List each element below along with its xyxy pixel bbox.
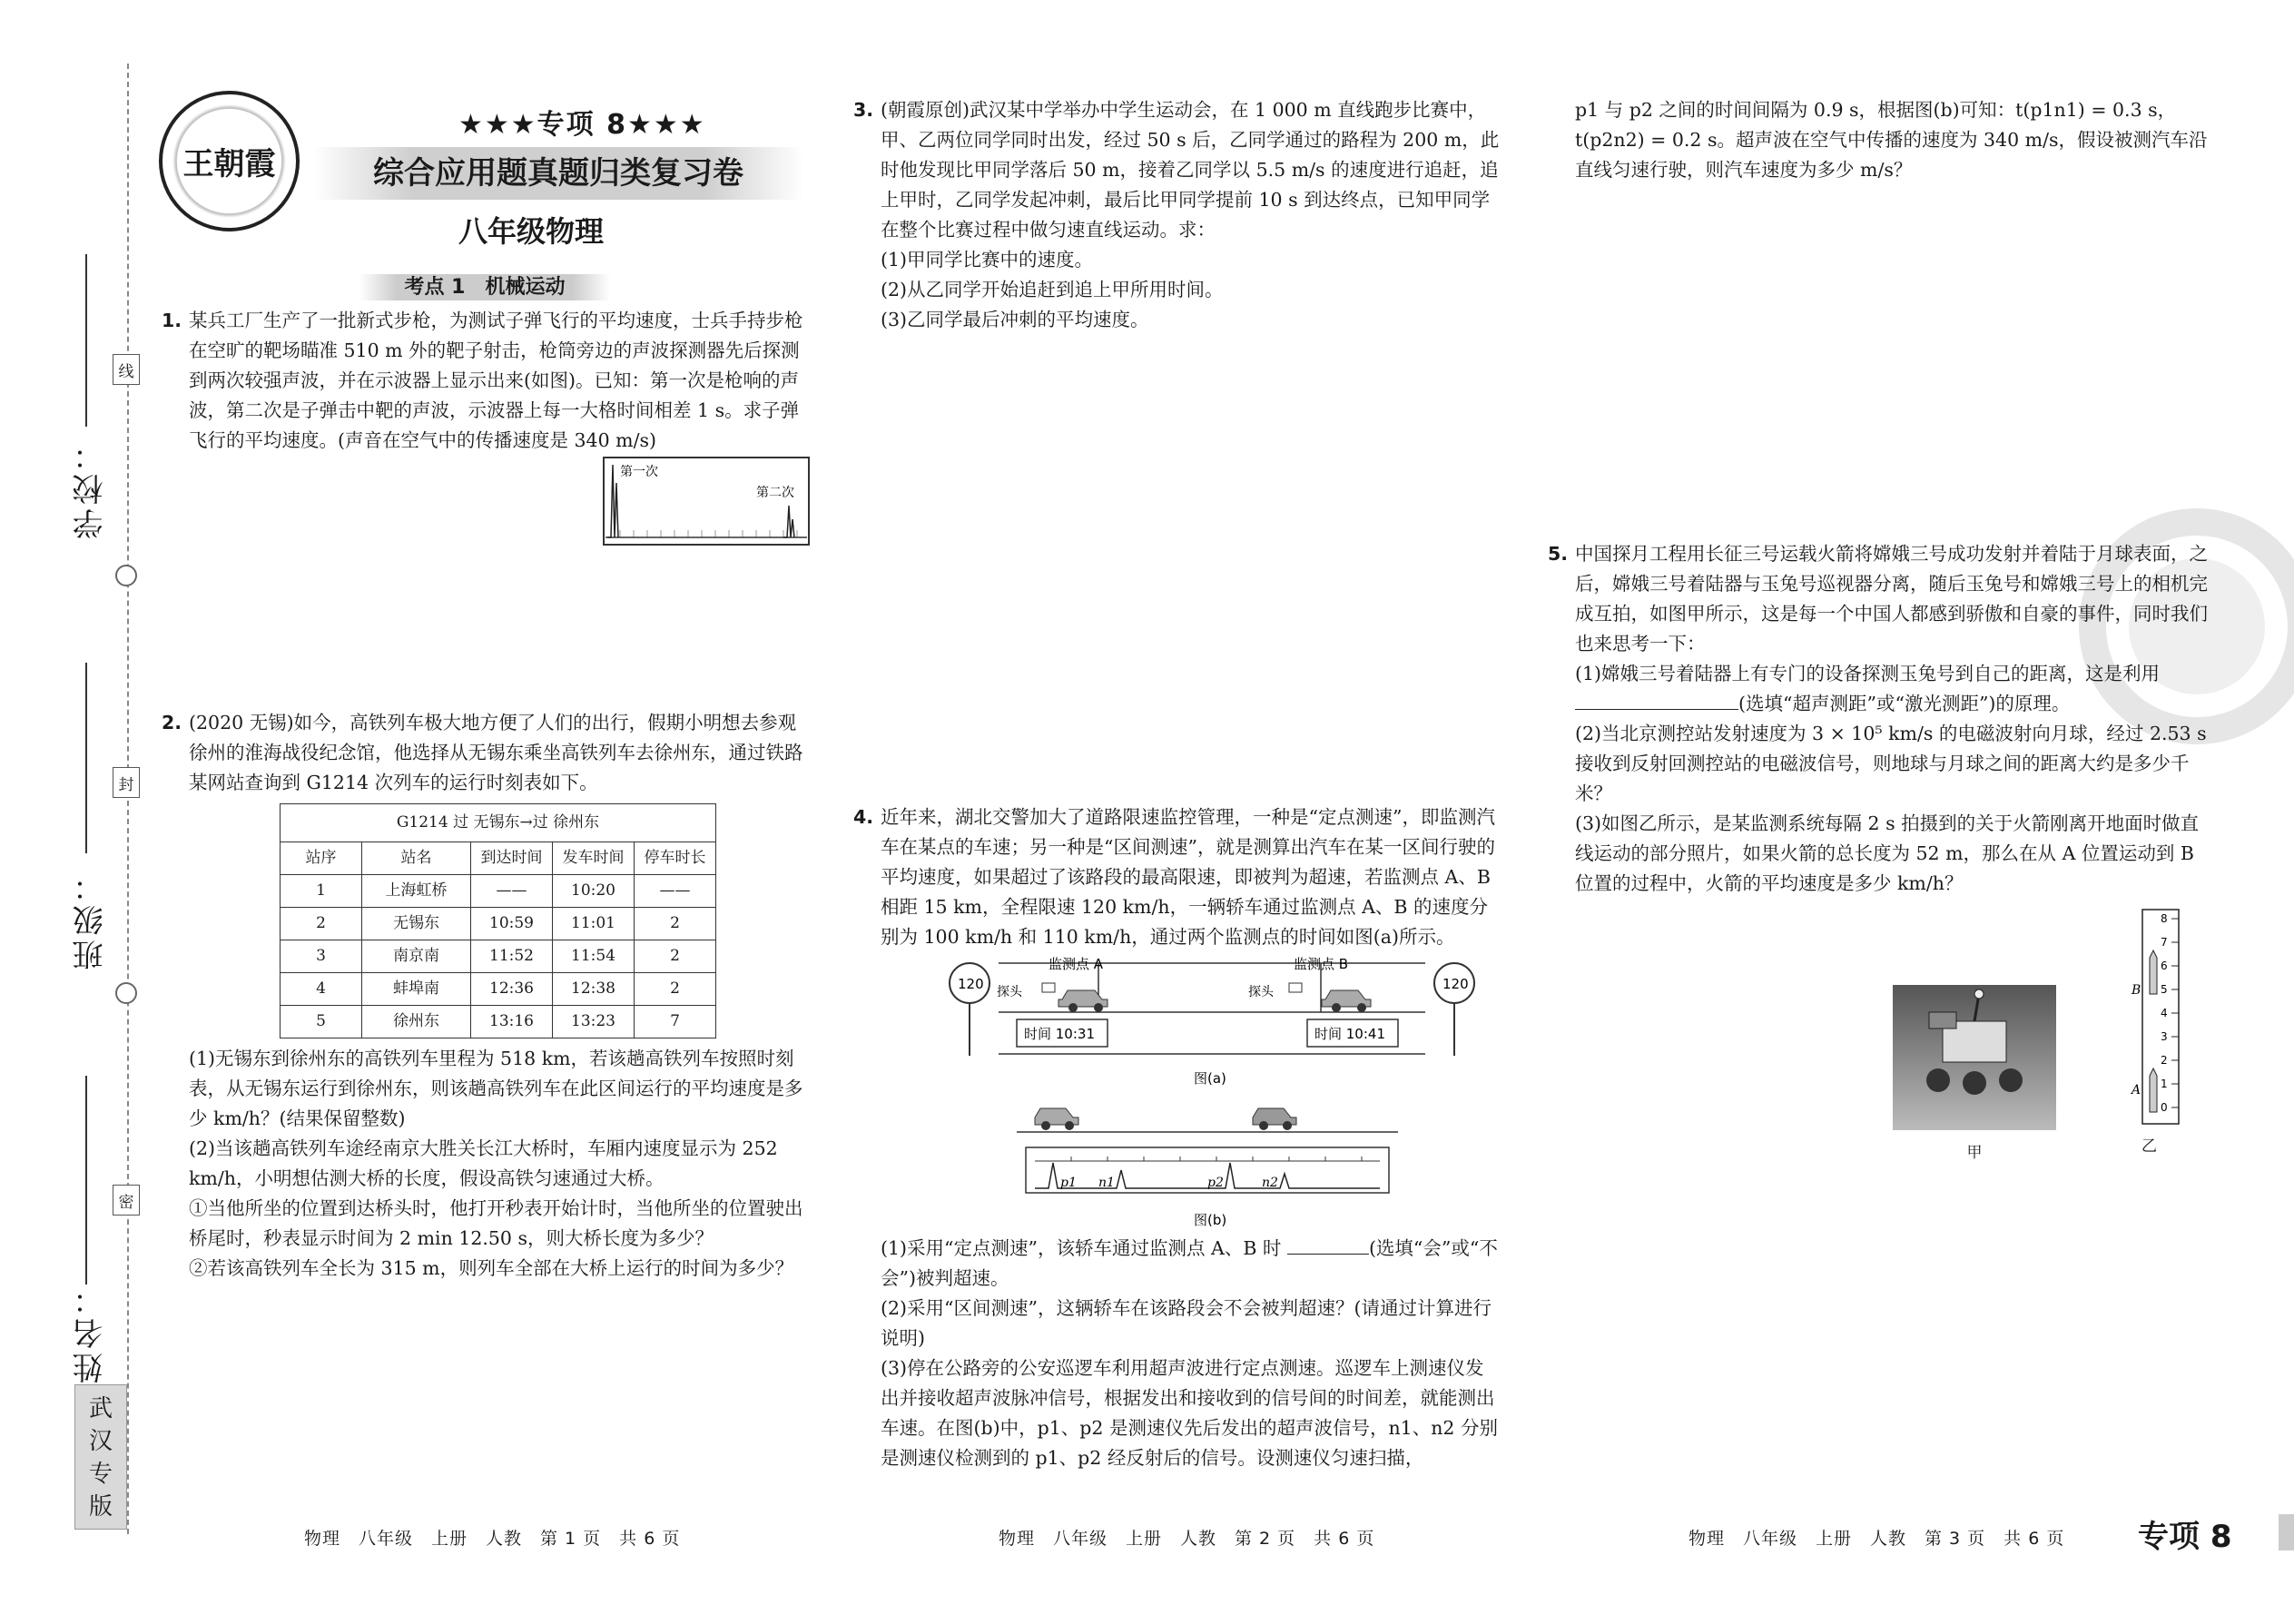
signal-n1: n1 — [1098, 1176, 1115, 1190]
figure-b — [1017, 1097, 1398, 1234]
rocket-position-a-icon — [2150, 1068, 2157, 1112]
mark-feng: 封 — [113, 767, 140, 798]
class-blank — [85, 663, 87, 853]
patrol-car-icon — [1035, 1108, 1078, 1130]
edition-char: 专 — [88, 1461, 113, 1488]
monitor-point-b: 监测点 B — [1294, 956, 1349, 972]
label-a: A — [2132, 1083, 2141, 1097]
mark-mi: 密 — [113, 1185, 140, 1216]
probe-icon — [1042, 983, 1055, 992]
ruler-tick: 1 — [2161, 1078, 2168, 1090]
binding-dashed-line — [127, 64, 129, 1534]
binding-sidebar — [0, 0, 159, 1624]
logo-text: 王朝霞 — [182, 146, 276, 182]
question-text: p1 与 p2 之间的时间间隔为 0.9 s，根据图(b)可知：t(p1n1) = 0.3 s，t(p2n2) = 0.2 s。超声波在空气中传播的速度为 340 m/s，假设被测汽车沿直线匀速行驶，则汽车速度为多少 m/s？ — [1575, 99, 2208, 181]
table-row: 4 蚌埠南 12:36 12:38 2 — [281, 973, 716, 1006]
answer-blank[interactable] — [1287, 1254, 1369, 1255]
question-1 — [162, 306, 808, 546]
question-2 — [162, 708, 808, 1284]
table-row: 1 上海虹桥 —— 10:20 —— — [281, 875, 716, 908]
footer-decoration — [2279, 1514, 2294, 1550]
footer-page-2: 物理 八年级 上册 人教 第 2 页 共 6 页 — [999, 1529, 1375, 1549]
question-number: 1. — [162, 310, 182, 331]
table-header: 站名 — [362, 842, 471, 875]
ruler-tick: 5 — [2161, 983, 2168, 996]
table-row: 3 南京南 11:52 11:54 2 — [281, 940, 716, 973]
sub-question-2: (2)从乙同学开始追赶到追上甲所用时间。 — [881, 279, 1224, 300]
figure-a — [944, 956, 1480, 1092]
car-icon — [1322, 990, 1371, 1012]
label-b: B — [2132, 983, 2141, 998]
signal-p1: p1 — [1060, 1176, 1077, 1190]
edition-char: 汉 — [88, 1428, 113, 1455]
question-text: 中国探月工程用长征三号运载火箭将嫦娥三号成功发射并着陆于月球表面，之后，嫦娥三号着陆器与玉兔号巡视器分离，随后玉兔号和嫦娥三号上的相机完成互拍，如图甲所示，这是每一个中国人都感到骄傲和自豪的事件，同时我们也来思考一下： — [1575, 543, 2208, 655]
ruler-tick: 2 — [2161, 1054, 2168, 1067]
figure-a-caption: 图(a) — [1194, 1070, 1226, 1087]
sub-question-1: (1)嫦娥三号着陆器上有专门的设备探测玉兔号到自己的距离，这是利用 (选填“超声测距”或“激光测距”)的原理。 — [1575, 663, 2161, 714]
sub-question-2b: ②若该高铁列车全长为 315 m，则列车全部在大桥上运行的时间为多少？ — [189, 1257, 794, 1279]
car-icon — [1058, 990, 1108, 1012]
table-row: 5 徐州东 13:16 13:23 7 — [281, 1006, 716, 1038]
ruler-tick: 8 — [2161, 912, 2168, 925]
sub-question-3: (3)如图乙所示，是某监测系统每隔 2 s 拍摄到的关于火箭刚离开地面时做直线运动的部分照片，如果火箭的总长度为 52 m，那么在从 A 位置运动到 B 位置的过程中，火箭的平均速度是多少 km/h？ — [1575, 812, 2200, 894]
section-heading: 考点 1 机械运动 — [162, 272, 808, 302]
first-label: 第一次 — [620, 465, 658, 479]
monitor-point-a: 监测点 A — [1049, 956, 1104, 972]
sub-question-2: (2)当北京测控站发射速度为 3 × 10⁵ km/s 的电磁波射向月球，经过 2.53 s 接收到反射回测控站的电磁波信号，则地球与月球之间的距离大约是多少千米？ — [1575, 723, 2207, 804]
sub-question-3: (3)停在公路旁的公安巡逻车利用超声波进行定点测速。巡逻车上测速仪发出并接收超声波脉冲信号，根据发出和接收到的信号间的时间差，就能测出车速。在图(b)中，p1、p2 是测速仪先后发出的超声波信号，n1、n2 分别是测速仪检测到的 p1、p2 经反射后的信号。设测速仪匀速扫描， — [881, 1357, 1498, 1469]
paper-header — [159, 91, 831, 272]
speed-limit-text: 120 — [1442, 976, 1469, 992]
timetable — [280, 803, 716, 1038]
oscilloscope-figure — [602, 456, 811, 546]
sub-question-1: (1)甲同学比赛中的速度。 — [881, 249, 1094, 271]
school-blank — [85, 254, 87, 427]
signal-p2: p2 — [1207, 1176, 1224, 1190]
question-3 — [853, 95, 1502, 335]
question-5 — [1548, 539, 2210, 899]
table-header-row — [281, 842, 716, 875]
table-header: 到达时间 — [471, 842, 553, 875]
figure-b-caption: 图(b) — [1194, 1212, 1227, 1228]
edition-char: 版 — [88, 1493, 113, 1521]
sub-question-2: (2)当该趟高铁列车途经南京大胜关长江大桥时，车厢内速度显示为 252 km/h，小明想估测大桥的长度，假设高铁匀速通过大桥。 — [189, 1137, 778, 1189]
edition-char: 武 — [88, 1395, 113, 1422]
binding-hole-2 — [115, 982, 137, 1004]
ruler-tick: 3 — [2161, 1030, 2168, 1043]
second-label: 第二次 — [756, 486, 794, 500]
sub-question-2a: ①当他所坐的位置到达桥头时，他打开秒表开始计时，当他所坐的位置驶出桥尾时，秒表显示时间为 2 min 12.50 s，则大桥长度为多少？ — [189, 1197, 803, 1249]
column-1 — [162, 272, 808, 1284]
question-number: 3. — [853, 99, 874, 121]
sub-question-1: (1)无锡东到徐州东的高铁列车里程为 518 km，若该趟高铁列车按照时刻表，从无锡东运行到徐州东，则该趟高铁列车在此区间运行的平均速度是多少 km/h？(结果保留整数) — [189, 1048, 803, 1129]
timetable-caption: G1214 过 无锡东→过 徐州东 — [280, 803, 716, 842]
table-header: 停车时长 — [635, 842, 716, 875]
binding-hole-1 — [115, 565, 137, 586]
target-car-icon — [1253, 1108, 1296, 1130]
question-text: (朝霞原创)武汉某中学举办中学生运动会，在 1 000 m 直线跑步比赛中，甲、乙两位同学同时出发，经过 50 s 后，乙同学通过的路程为 200 m，此时他发现比甲同学落后 50 m，接着乙同学以 5.5 m/s 的速度进行追赶，追上甲时，乙同学发起冲刺，最后比甲同学提前 10 s 到达终点，已知甲同学在整个比赛过程中做匀速直线运动。求： — [881, 99, 1500, 241]
special-label: ★★★专项 8★★★ — [458, 109, 706, 141]
column-3 — [1548, 95, 2210, 899]
probe-label: 探头 — [1248, 985, 1274, 999]
question-text: 近年来，湖北交警加大了道路限速监控管理，一种是“定点测速”，即监测汽车在某点的车速；另一种是“区间测速”，就是测算出汽车在某一区间行驶的平均速度，如果超过了该路段的最高限速，即被判为超速，若监测点 A、B 相距 15 km，全程限速 120 km/h，一辆轿车通过监测点 A、B 的速度分别为 100 km/h 和 110 km/h，通过两个监测点的时间如图(a)所示。 — [881, 806, 1495, 948]
figure-yi — [2115, 908, 2183, 1156]
ruler-tick: 6 — [2161, 960, 2168, 972]
class-label: 班级： — [73, 867, 109, 970]
name-blank — [85, 1076, 87, 1284]
time-a: 时间 10:31 — [1024, 1026, 1095, 1042]
ruler-figure — [2115, 908, 2183, 1126]
time-b: 时间 10:41 — [1314, 1026, 1385, 1042]
rocket-position-b-icon — [2150, 950, 2157, 994]
brand-logo — [159, 91, 300, 231]
signal-n2: n2 — [1262, 1176, 1278, 1190]
footer-brand: 专项 8 — [2138, 1519, 2232, 1555]
figure-jia-caption: 甲 — [1966, 1144, 1983, 1162]
table-header: 站序 — [281, 842, 362, 875]
question-number: 5. — [1548, 543, 1569, 565]
probe-icon — [1289, 983, 1302, 992]
name-label: 姓名： — [73, 1280, 109, 1383]
question-4-continued — [1548, 95, 2210, 185]
sub-question-2: (2)采用“区间测速”，这辆轿车在该路段会不会被判超速？(请通过计算进行说明) — [881, 1297, 1492, 1349]
question-text: (2020 无锡)如今，高铁列车极大地方便了人们的出行，假期小明想去参观徐州的淮海战役纪念馆，他选择从无锡东乘坐高铁列车去徐州东，通过铁路某网站查询到 G1214 次列车的运行时刻表如下。 — [189, 712, 803, 793]
figure-yi-caption: 乙 — [2141, 1137, 2157, 1156]
column-2 — [853, 95, 1502, 1473]
edition-badge — [74, 1384, 127, 1530]
question-4 — [853, 802, 1502, 1473]
paper-title: 综合应用题真题归类复习卷 — [313, 147, 803, 200]
table-header: 发车时间 — [553, 842, 635, 875]
mark-xian: 线 — [113, 354, 140, 385]
figure-jia — [1893, 985, 2056, 1162]
footer-page-1: 物理 八年级 上册 人教 第 1 页 共 6 页 — [304, 1529, 681, 1549]
rover-photo — [1893, 985, 2056, 1130]
probe-label: 探头 — [997, 985, 1022, 999]
ruler-tick: 7 — [2161, 936, 2168, 949]
speed-limit-text: 120 — [958, 976, 984, 992]
sub-question-3: (3)乙同学最后冲刺的平均速度。 — [881, 309, 1149, 330]
ruler-tick: 0 — [2161, 1101, 2168, 1114]
school-label: 学校： — [73, 436, 109, 539]
question-text: 某兵工厂生产了一批新式步枪，为测试子弹飞行的平均速度，士兵手持步枪在空旷的靶场瞄准 510 m 外的靶子射击，枪筒旁边的声波探测器先后探测到两次较强声波，并在示波器上显示出来(如图)。已知：第一次是枪响的声波，第二次是子弹击中靶的声波，示波器上每一大格时间相差 1 s。求子弹飞行的平均速度。(声音在空气中的传播速度是 340 m/s) — [189, 310, 803, 451]
answer-blank[interactable] — [1575, 709, 1738, 710]
table-row: 2 无锡东 10:59 11:01 2 — [281, 908, 716, 940]
question-number: 2. — [162, 712, 182, 733]
question-number: 4. — [853, 806, 874, 828]
ruler-tick: 4 — [2161, 1007, 2168, 1019]
paper-subtitle: 八年级物理 — [458, 214, 605, 249]
sub-question-1: (1)采用“定点测速”，该轿车通过监测点 A、B 时 (选填“会”或“不会”)被判超速。 — [881, 1237, 1498, 1289]
footer-page-3: 物理 八年级 上册 人教 第 3 页 共 6 页 — [1689, 1529, 2065, 1549]
